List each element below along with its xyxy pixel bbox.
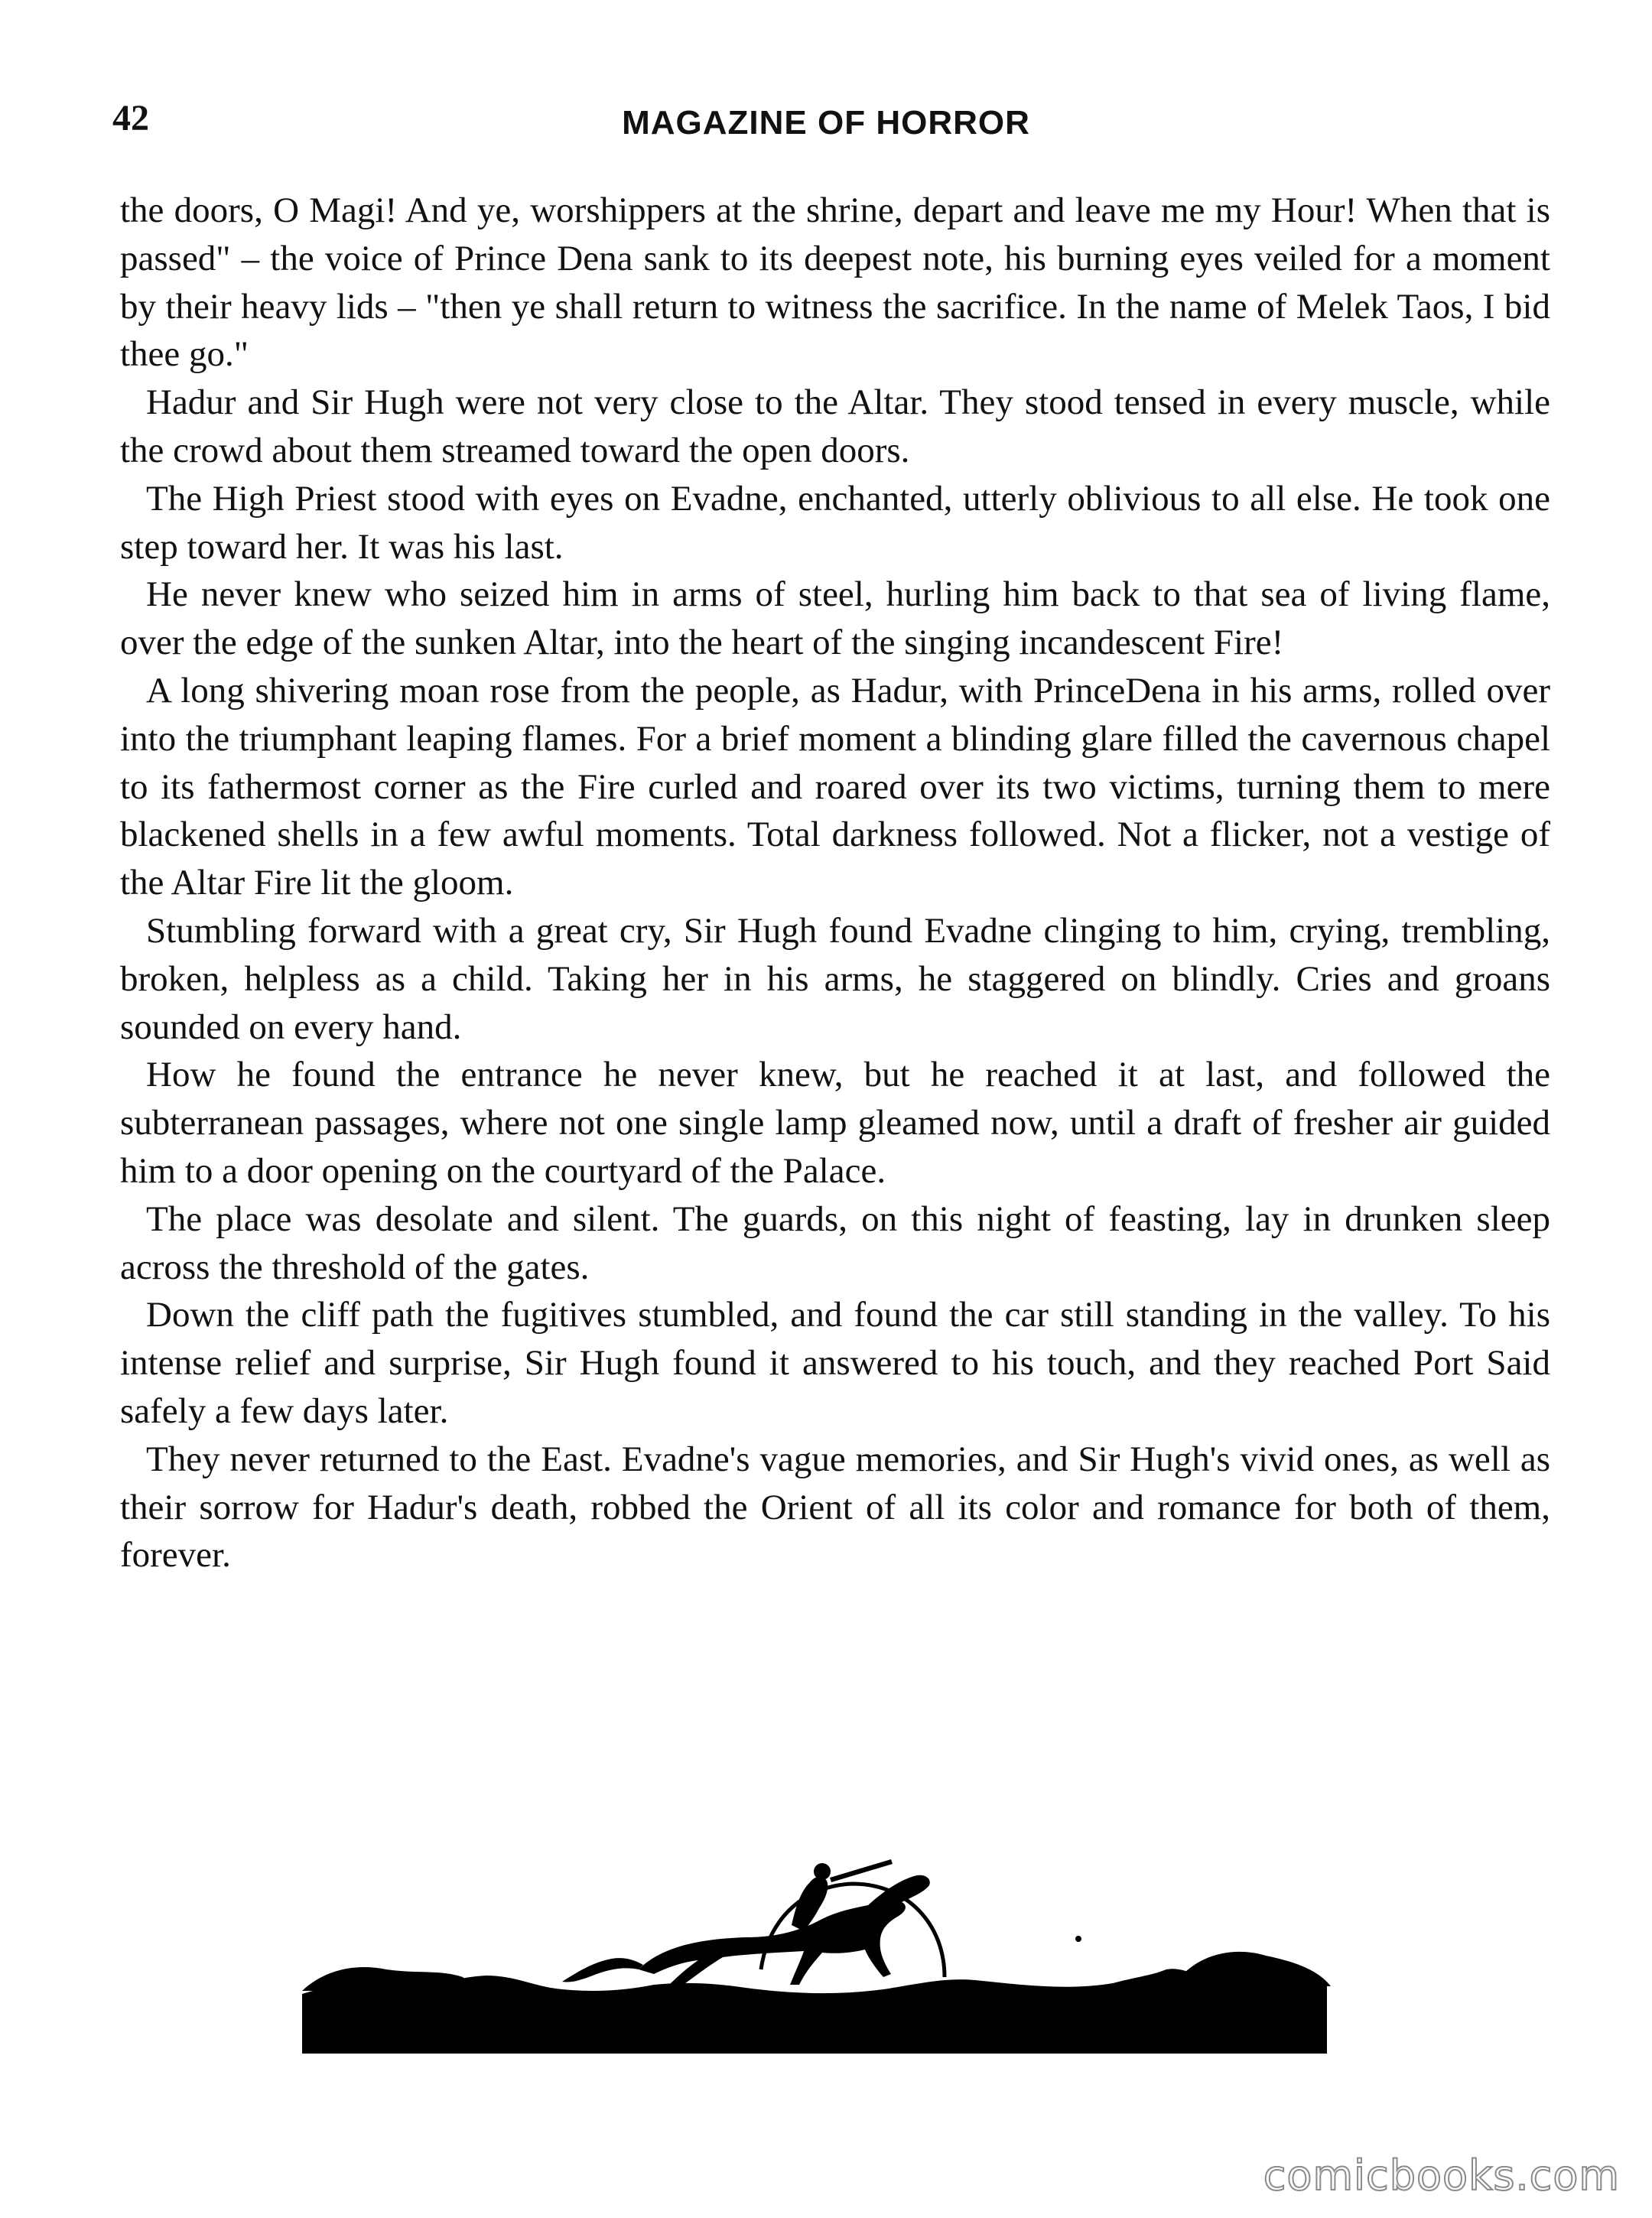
silhouette-rider-horse-icon — [302, 1855, 1342, 2054]
paragraph: A long shivering moan rose from the people, as Hadur, with PrinceDena in his arms, rolled over into the triumphant leaping flames. For a brief moment a blinding glare filled the cavernous chapel to its fathermost corner as the Fire curled and roared over its two victims, turning them to mere blackened shells in a few awful moments. Total darkness followed. Not a flicker, not a vestige of the Altar Fire lit the gloom. — [120, 670, 1550, 903]
paragraph: How he found the entrance he never knew, but he reached it at last, and followed the subterranean passages, where not one single lamp gleamed now, until a draft of fresher air guided him to a door opening on the courtyard of the Palace. — [120, 1055, 1550, 1191]
magazine-title: MAGAZINE OF HORROR — [622, 104, 1030, 141]
paragraph: Hadur and Sir Hugh were not very close to the Altar. They stood tensed in every muscle, while the crowd about them streamed toward the open doors. — [120, 382, 1550, 470]
paragraph: They never returned to the East. Evadne's vague memories, and Sir Hugh's vivid ones, as well as their sorrow for Hadur's death, robbed the Orient of all its color and romance for both of them, forever. — [120, 1439, 1550, 1576]
page-number: 42 — [112, 98, 149, 138]
paragraph: the doors, O Magi! And ye, worshippers at the shrine, depart and leave me my Hour! When that is passed" – the voice of Prince Dena sank to its deepest note, his burning eyes veiled for a moment by their heavy lids – "then ye shall return to witness the sacrifice. In the name of Melek Taos, I bid thee go." — [120, 190, 1550, 375]
page-header — [0, 96, 1652, 157]
paragraph: He never knew who seized him in arms of steel, hurling him back to that sea of living flame, over the edge of the sunken Altar, into the heart of the singing incandescent Fire! — [120, 574, 1550, 663]
story-text — [120, 187, 1550, 1579]
paragraph: The place was desolate and silent. The guards, on this night of feasting, lay in drunken sleep across the threshold of the gates. — [120, 1198, 1550, 1287]
paragraph: The High Priest stood with eyes on Evadne, enchanted, utterly oblivious to all else. He took one step toward her. It was his last. — [120, 478, 1550, 567]
watermark: comicbooks.com — [1263, 2151, 1620, 2200]
paragraph: Down the cliff path the fugitives stumbled, and found the car still standing in the valley. To his intense relief and surprise, Sir Hugh found it answered to his touch, and they reached Port Said safely a few days later. — [120, 1295, 1550, 1431]
paragraph: Stumbling forward with a great cry, Sir Hugh found Evadne clinging to him, crying, trembling, broken, helpless as a child. Taking her in his arms, he staggered on blindly. Cries and groans sounded on every hand. — [120, 910, 1550, 1047]
